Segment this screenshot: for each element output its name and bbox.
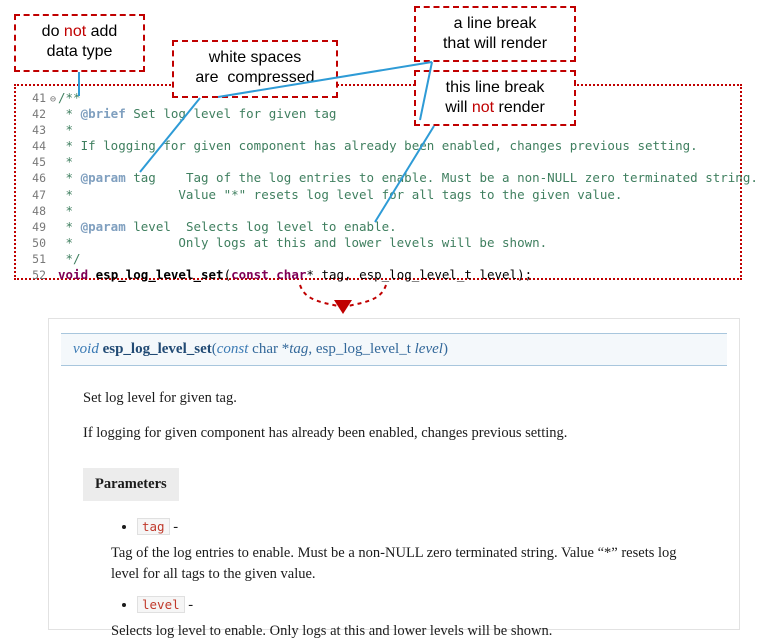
code-text: /** [58,90,81,105]
signature-param-1: tag [289,341,309,357]
line-number: 41 [32,91,46,105]
code-text: * [58,218,81,234]
signature-return-type: void [73,341,99,357]
code-line: 42 * @brief Set log level for given tag [16,106,740,122]
code-line [16,90,740,106]
annotation-text-2: white spaces are compressed [195,49,315,86]
arrowhead-down [334,300,352,314]
code-text: * Only logs at this and lower levels will be shown. [58,234,548,250]
parameter-description-level: Selects log level to enable. Only logs at this and lower levels will be shown. [111,623,553,640]
fold-icon[interactable]: ⊖ [49,94,57,105]
parameter-description-tag: Tag of the log entries to enable. Must be a non-NULL zero terminated string. Value “*” resets log level for all tags to the given value. [111,545,677,583]
code-line [16,154,740,170]
parameter-name-level: level [137,596,185,613]
annotation-no-data-type [14,14,145,72]
code-text: * Value "*" resets log level for all tags to the given value. [58,186,623,202]
parameter-dash: - [188,597,194,614]
signature-function-name: esp_log_level_set [102,341,212,357]
annotation-text-3: a line break that will render [442,15,548,52]
doc-function-signature [61,333,727,366]
code-line [16,187,740,203]
line-number: 43 [32,123,46,138]
doc-parameter-list [83,517,705,642]
code-text: void [58,267,89,283]
code-text: */ [58,250,81,266]
annotation-line-break-not-render [414,70,576,126]
line-number: 48 [32,203,46,218]
line-number: 50 [32,235,46,250]
doc-brief: Set log level for given tag. [83,390,237,406]
list-item [111,517,705,585]
code-text: * [58,154,74,170]
signature-type-1: char * [252,341,290,357]
signature-type-2: esp_log_level_t [315,341,411,357]
annotation-text-1: do not add data type [41,23,118,60]
signature-close-paren: ) [442,341,448,357]
list-item [111,595,705,642]
arrow-code-to-doc-left [300,285,338,306]
code-line [16,235,740,251]
signature-qualifier: const [216,341,249,357]
line-number: 46 [32,171,46,186]
doc-parameters-heading: Parameters [83,468,179,501]
code-text: * If logging for given component has already been enabled, changes previous setting. [58,138,698,154]
line-number: 49 [32,219,46,234]
line-number: 44 [32,139,46,154]
signature-param-2: level [414,341,443,357]
line-number: 47 [32,187,46,202]
annotation-whitespace-compressed [172,40,338,98]
line-number: 52 [32,268,46,283]
annotation-text-4: this line break will not render [445,79,545,116]
fold-spacer [48,269,58,285]
signature-comma: , [308,341,316,357]
code-line [16,203,740,219]
code-text: * [58,202,74,218]
line-number: 42 [32,107,46,122]
line-number: 45 [32,155,46,170]
code-lines [16,86,758,283]
parameter-dash: - [173,519,179,536]
annotation-line-break-renders [414,6,576,62]
code-line: 52 void esp_log_level_set(const char* tag, esp_log_level_t level); [16,267,740,283]
source-code-block [14,84,758,283]
parameter-name-tag: tag [137,518,170,535]
code-text: * [58,106,81,122]
signature-open-paren: ( [211,341,217,357]
arrow-code-to-doc-right [348,285,386,306]
code-line [16,122,740,138]
code-line: 46 * @param tag Tag of the log entries to enable. Must be a non-NULL zero terminated string. [16,170,740,186]
doc-description: If logging for given component has already been enabled, changes previous setting. [83,425,568,442]
code-line [16,251,740,267]
code-text: * [58,170,81,186]
doc-body [49,366,739,642]
line-number: 51 [32,251,46,266]
code-line: 49 * @param level Selects log level to enable. [16,219,740,235]
code-text: * [58,122,74,138]
code-line [16,138,740,154]
rendered-doc-panel [48,318,740,640]
